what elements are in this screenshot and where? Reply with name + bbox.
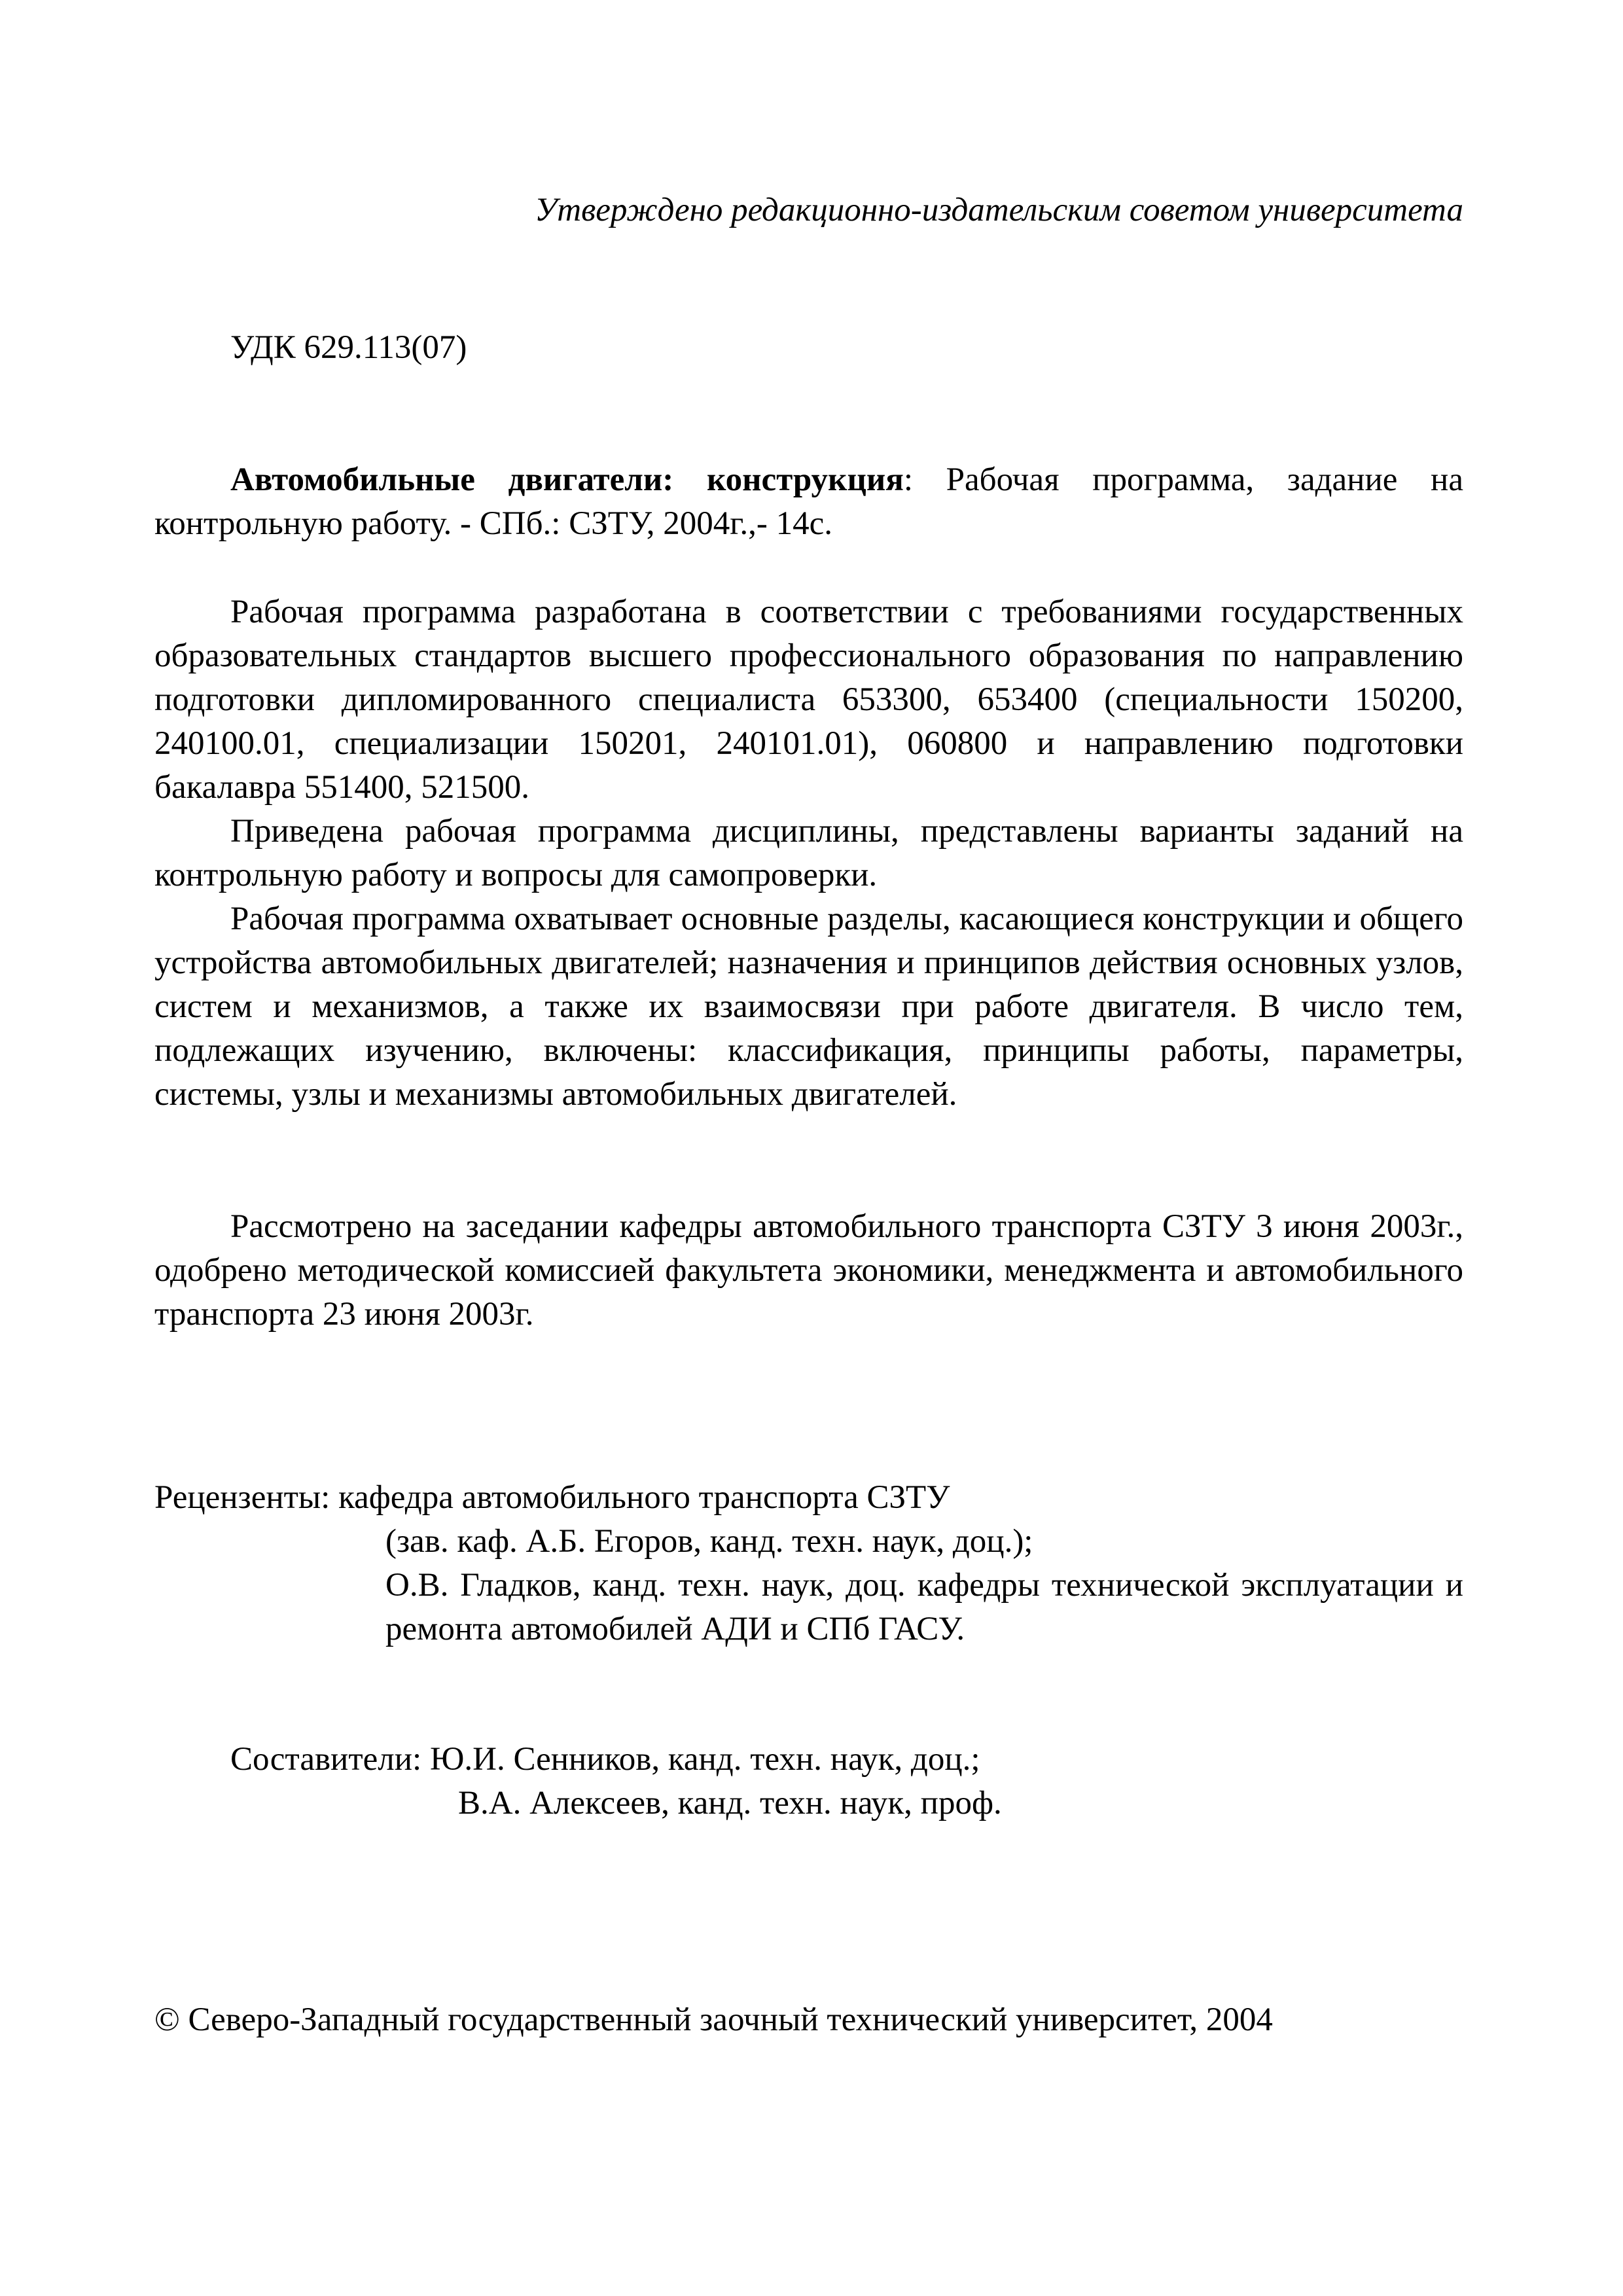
compilers-block <box>230 1738 1002 1825</box>
review-note: Рассмотрено на заседании кафедры автомобильного транспорта СЗТУ 3 июня 2003г., одобрено методической комиссией факультета экономики, менеджмента и автомобильного транспорта 23 июня 2003г. <box>154 1208 1463 1333</box>
abstract-paragraph-1: Рабочая программа разработана в соответствии с требованиями государственных образовательных стандартов высшего профессионального образования по направлению подготовки дипломированного специалиста 653300, 653400 (специальности 150200, 240100.01, специализации 150201, 240101.01), 060800 и направлению подготовки бакалавра 551400, 521500. <box>154 594 1463 806</box>
udk-code: УДК 629.113(07) <box>230 329 467 366</box>
compiler-1: Ю.И. Сенников, канд. техн. наук, доц.; <box>429 1741 980 1778</box>
compiler-2: В.А. Алексеев, канд. техн. наук, проф. <box>458 1785 1002 1821</box>
compilers-label: Составители: <box>230 1741 422 1778</box>
reviewer-1: кафедра автомобильного транспорта СЗТУ <box>338 1479 950 1516</box>
citation-title: Автомобильные двигатели: конструкция <box>230 461 904 498</box>
abstract-paragraph-3: Рабочая программа охватывает основные разделы, касающиеся конструкции и общего устройства автомобильных двигателей; назначения и принципов действия основных узлов, систем и механизмов, а также их взаимосвязи при работе двигателя. В число тем, подлежащих изучению, включены: классификация, принципы работы, параметры, системы, узлы и механизмы автомобильных двигателей. <box>154 901 1463 1113</box>
copyright-line: © Северо-Западный государственный заочный технический университет, 2004 <box>154 2001 1273 2038</box>
compilers-line <box>230 1738 1002 1782</box>
approval-note: Утверждено редакционно-издательским советом университета <box>534 192 1463 228</box>
citation-rest: : Рабочая программа, задание на контрольную работу. - СПб.: СЗТУ, 2004г.,- 14с. <box>154 461 1463 542</box>
reviewer-2: О.В. Гладков, канд. техн. наук, доц. кафедры технической эксплуатации и ремонта автомобилей АДИ и СПб ГАСУ. <box>385 1567 1463 1647</box>
citation <box>154 458 1463 546</box>
abstract-paragraph-2: Приведена рабочая программа дисциплины, представлены варианты заданий на контрольную работу и вопросы для самопроверки. <box>154 813 1463 893</box>
reviewers-line <box>154 1476 1463 1520</box>
reviewer-1-detail: (зав. каф. А.Б. Егоров, канд. техн. наук, доц.); <box>385 1523 1033 1560</box>
reviewers-label: Рецензенты: <box>154 1479 330 1516</box>
reviewers-block <box>154 1476 1463 1651</box>
